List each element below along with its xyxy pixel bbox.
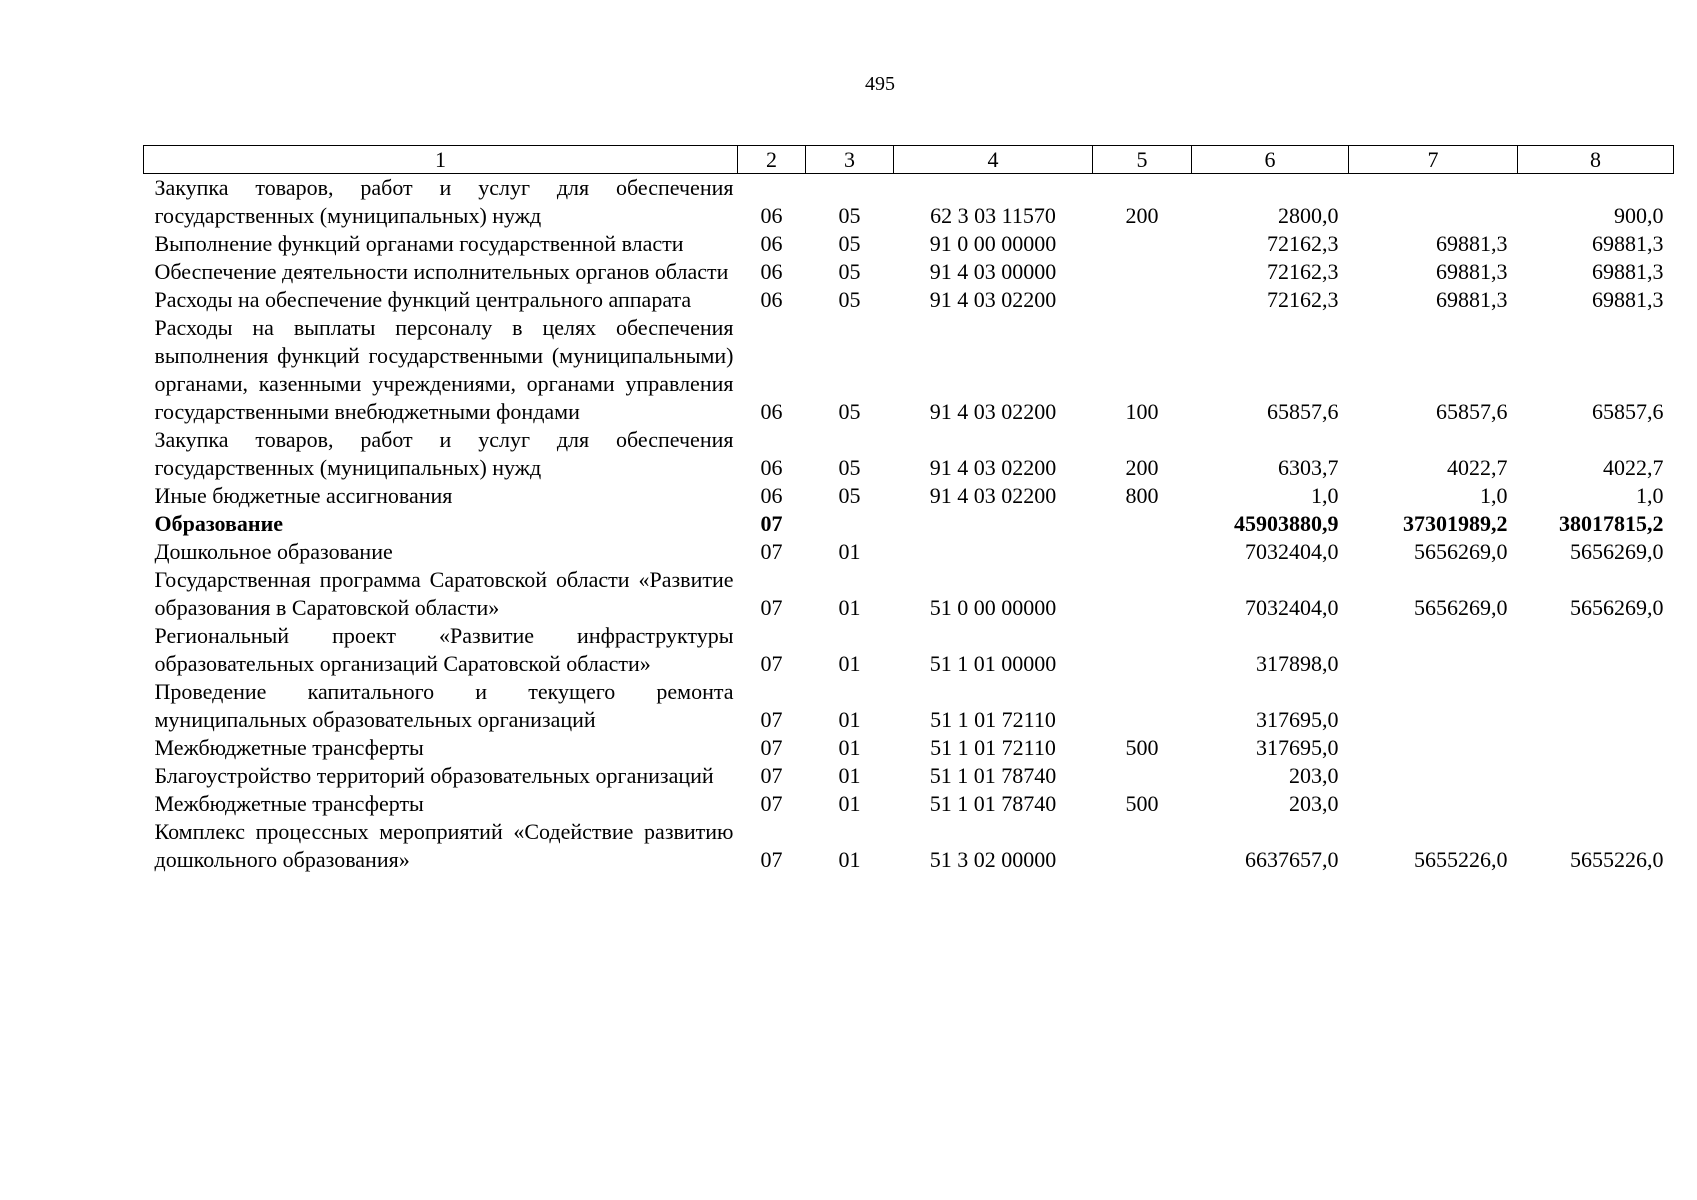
page-number: 495 [865, 73, 895, 95]
table-row [144, 818, 1674, 874]
item-name: Образование [154, 511, 284, 536]
target-article-code: 51 1 01 00000 [929, 651, 1057, 676]
target-article-code: 91 4 03 02200 [929, 483, 1057, 508]
subsection-code: 05 [838, 455, 861, 480]
amount-col-8: 4022,7 [1603, 455, 1664, 480]
table-row [144, 426, 1674, 482]
section-code: 07 [760, 651, 783, 676]
amount-col-6: 45903880,9 [1234, 511, 1339, 536]
target-article-code: 51 0 00 00000 [929, 595, 1057, 620]
section-code: 07 [760, 847, 783, 872]
section-code: 06 [760, 231, 783, 256]
item-name: Выполнение функций органами государственной власти [154, 231, 684, 256]
amount-col-8: 69881,3 [1592, 287, 1664, 312]
amount-col-7: 4022,7 [1447, 455, 1508, 480]
amount-col-7: 37301989,2 [1403, 511, 1508, 536]
table-row [144, 174, 1674, 231]
budget-table [143, 145, 1674, 874]
target-article-code [894, 510, 1093, 538]
table-header [144, 146, 1674, 174]
subsection-code: 01 [838, 847, 861, 872]
table-row [144, 510, 1674, 538]
item-name: Благоустройство территорий образовательных организаций [154, 763, 714, 788]
amount-col-7 [1349, 622, 1518, 678]
expense-type-code: 500 [1125, 791, 1159, 816]
amount-col-7: 69881,3 [1436, 259, 1508, 284]
target-article-code: 51 1 01 72110 [930, 735, 1056, 760]
table-row [144, 790, 1674, 818]
section-code: 07 [760, 511, 783, 536]
amount-col-7 [1349, 734, 1518, 762]
header-col-5: 5 [1093, 146, 1192, 174]
subsection-code: 05 [838, 231, 861, 256]
amount-col-6: 2800,0 [1278, 203, 1339, 228]
expense-type-code [1093, 566, 1192, 622]
amount-col-7: 69881,3 [1436, 287, 1508, 312]
section-code: 07 [760, 763, 783, 788]
amount-col-7 [1349, 762, 1518, 790]
amount-col-7: 65857,6 [1436, 399, 1508, 424]
table-row [144, 622, 1674, 678]
target-article-code: 51 1 01 72110 [930, 707, 1056, 732]
subsection-code: 05 [838, 399, 861, 424]
item-name: Государственная программа Саратовской области «Развитие образования в Саратовской области» [154, 567, 734, 620]
item-name: Межбюджетные трансферты [154, 791, 424, 816]
table-row [144, 762, 1674, 790]
target-article-code: 62 3 03 11570 [930, 203, 1056, 228]
amount-col-8: 1,0 [1636, 483, 1664, 508]
section-code: 06 [760, 483, 783, 508]
target-article-code: 91 4 03 02200 [929, 287, 1057, 312]
amount-col-7 [1349, 174, 1518, 231]
subsection-code: 05 [838, 259, 861, 284]
header-row [144, 146, 1674, 174]
expense-type-code [1093, 538, 1192, 566]
item-name: Обеспечение деятельности исполнительных органов области [154, 259, 729, 284]
amount-col-7: 69881,3 [1436, 231, 1508, 256]
amount-col-6: 6303,7 [1278, 455, 1339, 480]
table-row [144, 538, 1674, 566]
table-row [144, 678, 1674, 734]
expense-type-code [1093, 678, 1192, 734]
expense-type-code [1093, 622, 1192, 678]
target-article-code: 51 3 02 00000 [929, 847, 1057, 872]
section-code: 06 [760, 399, 783, 424]
amount-col-8: 900,0 [1614, 203, 1664, 228]
expense-type-code [1093, 230, 1192, 258]
subsection-code: 01 [838, 595, 861, 620]
section-code: 06 [760, 203, 783, 228]
amount-col-6: 317898,0 [1256, 651, 1339, 676]
expense-type-code: 800 [1125, 483, 1159, 508]
expense-type-code [1093, 258, 1192, 286]
amount-col-8 [1518, 622, 1674, 678]
subsection-code: 05 [838, 483, 861, 508]
amount-col-8 [1518, 678, 1674, 734]
subsection-code [806, 510, 894, 538]
target-article-code: 91 4 03 02200 [929, 399, 1057, 424]
amount-col-8 [1518, 790, 1674, 818]
amount-col-7: 5655226,0 [1414, 847, 1508, 872]
table-row [144, 314, 1674, 426]
header-col-6: 6 [1192, 146, 1349, 174]
amount-col-8: 69881,3 [1592, 259, 1664, 284]
amount-col-6: 317695,0 [1256, 707, 1339, 732]
amount-col-6: 72162,3 [1267, 287, 1339, 312]
header-col-7: 7 [1349, 146, 1518, 174]
table-row [144, 566, 1674, 622]
item-name: Дошкольное образование [154, 539, 393, 564]
table-row [144, 230, 1674, 258]
amount-col-7: 1,0 [1480, 483, 1508, 508]
item-name: Расходы на обеспечение функций центрального аппарата [154, 287, 692, 312]
section-code: 07 [760, 595, 783, 620]
section-code: 07 [760, 539, 783, 564]
header-col-2: 2 [738, 146, 806, 174]
amount-col-6: 203,0 [1289, 791, 1339, 816]
table-body [144, 174, 1674, 875]
amount-col-8: 69881,3 [1592, 231, 1664, 256]
item-name: Межбюджетные трансферты [154, 735, 424, 760]
amount-col-7 [1349, 790, 1518, 818]
item-name: Комплекс процессных мероприятий «Содействие развитию дошкольного образования» [154, 819, 734, 872]
amount-col-8: 65857,6 [1592, 399, 1664, 424]
amount-col-6: 7032404,0 [1245, 595, 1339, 620]
expense-type-code: 100 [1125, 399, 1159, 424]
target-article-code: 51 1 01 78740 [929, 763, 1057, 788]
expense-type-code [1093, 818, 1192, 874]
item-name: Региональный проект «Развитие инфраструктуры образовательных организаций Саратовской области» [154, 623, 734, 676]
section-code: 07 [760, 791, 783, 816]
amount-col-6: 1,0 [1311, 483, 1339, 508]
subsection-code: 01 [838, 707, 861, 732]
subsection-code: 05 [838, 287, 861, 312]
expense-type-code [1093, 510, 1192, 538]
subsection-code: 05 [838, 203, 861, 228]
amount-col-6: 72162,3 [1267, 231, 1339, 256]
subsection-code: 01 [838, 651, 861, 676]
expense-type-code: 200 [1125, 455, 1159, 480]
amount-col-8 [1518, 734, 1674, 762]
header-col-4: 4 [894, 146, 1093, 174]
item-name: Закупка товаров, работ и услуг для обеспечения государственных (муниципальных) нужд [154, 175, 734, 228]
amount-col-6: 65857,6 [1267, 399, 1339, 424]
table-row [144, 286, 1674, 314]
amount-col-6: 317695,0 [1256, 735, 1339, 760]
amount-col-8 [1518, 762, 1674, 790]
amount-col-6: 7032404,0 [1245, 539, 1339, 564]
item-name: Иные бюджетные ассигнования [154, 483, 453, 508]
amount-col-8: 5655226,0 [1570, 847, 1664, 872]
expense-type-code: 500 [1125, 735, 1159, 760]
target-article-code: 91 0 00 00000 [929, 231, 1057, 256]
amount-col-6: 72162,3 [1267, 259, 1339, 284]
table-row [144, 258, 1674, 286]
target-article-code: 91 4 03 02200 [929, 455, 1057, 480]
item-name: Проведение капитального и текущего ремонта муниципальных образовательных организаций [154, 679, 734, 732]
section-code: 07 [760, 707, 783, 732]
item-name: Закупка товаров, работ и услуг для обеспечения государственных (муниципальных) нужд [154, 427, 734, 480]
subsection-code: 01 [838, 735, 861, 760]
subsection-code: 01 [838, 791, 861, 816]
item-name: Расходы на выплаты персоналу в целях обеспечения выполнения функций государственными (муниципальными) органами, казенными учреждениями, органами управления государственными внебюджетными фондами [154, 315, 734, 424]
target-article-code [894, 538, 1093, 566]
amount-col-8: 5656269,0 [1570, 595, 1664, 620]
expense-type-code: 200 [1125, 203, 1159, 228]
table-row [144, 482, 1674, 510]
amount-col-8: 38017815,2 [1559, 511, 1664, 536]
target-article-code: 91 4 03 00000 [929, 259, 1057, 284]
section-code: 06 [760, 455, 783, 480]
section-code: 06 [760, 287, 783, 312]
amount-col-7: 5656269,0 [1414, 595, 1508, 620]
header-col-3: 3 [806, 146, 894, 174]
subsection-code: 01 [838, 763, 861, 788]
expense-type-code [1093, 286, 1192, 314]
header-col-8: 8 [1518, 146, 1674, 174]
table-row [144, 734, 1674, 762]
amount-col-6: 203,0 [1289, 763, 1339, 788]
amount-col-7 [1349, 678, 1518, 734]
subsection-code: 01 [838, 539, 861, 564]
header-col-1: 1 [144, 146, 738, 174]
amount-col-7: 5656269,0 [1414, 539, 1508, 564]
section-code: 06 [760, 259, 783, 284]
amount-col-8: 5656269,0 [1570, 539, 1664, 564]
expense-type-code [1093, 762, 1192, 790]
target-article-code: 51 1 01 78740 [929, 791, 1057, 816]
amount-col-6: 6637657,0 [1245, 847, 1339, 872]
section-code: 07 [760, 735, 783, 760]
